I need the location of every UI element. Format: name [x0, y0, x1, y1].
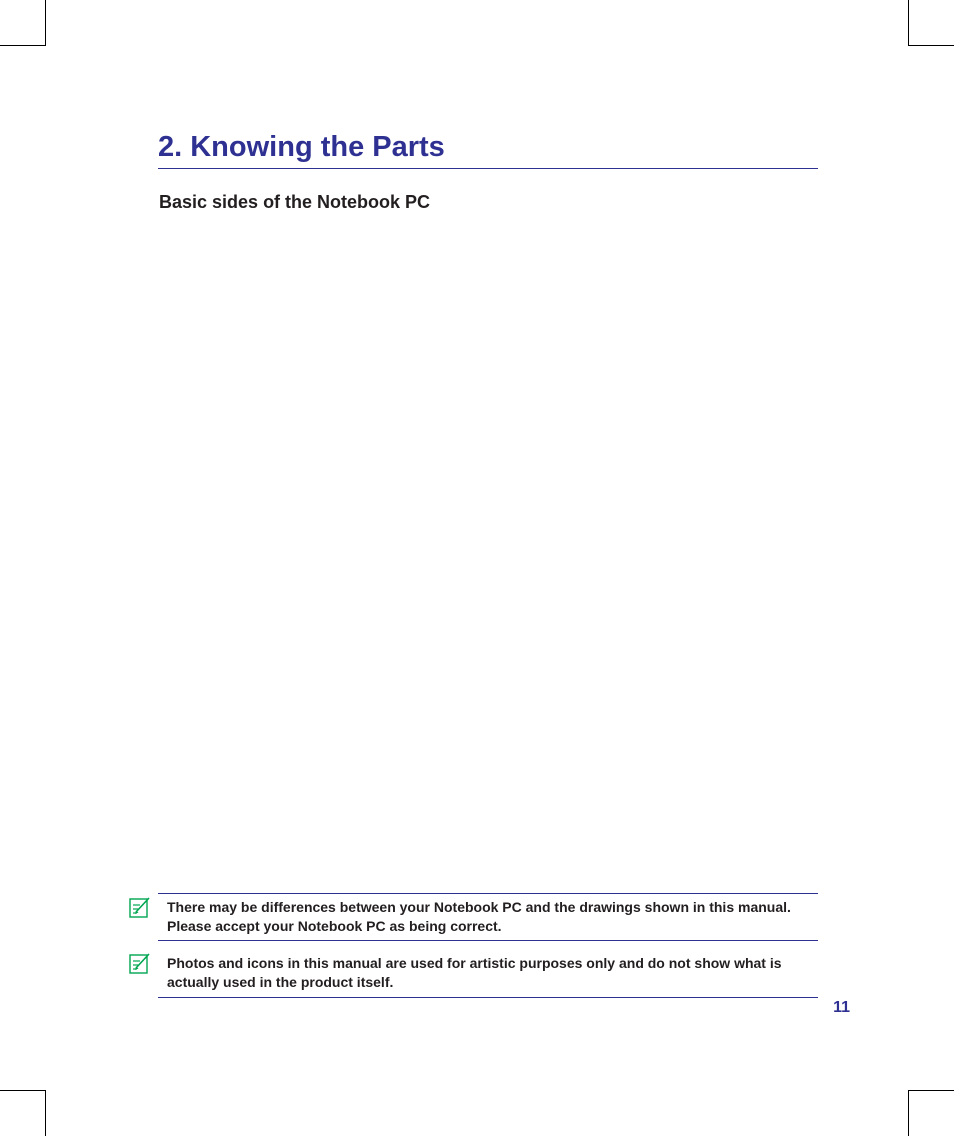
note-divider-bottom: [158, 997, 818, 998]
note-divider-top: [158, 893, 818, 894]
crop-mark-bottom-left-vertical: [45, 1090, 46, 1136]
crop-mark-top-right-horizontal: [908, 45, 954, 46]
chapter-title-rule: [158, 168, 818, 169]
section-heading: Basic sides of the Notebook PC: [159, 192, 431, 212]
note-pencil-icon: [129, 896, 151, 918]
page-number: 11: [833, 999, 850, 1016]
note-text: There may be differences between your Notebook PC and the drawings shown in this manual. Please accept your Notebook PC as being correct.: [167, 899, 791, 934]
note-text: Photos and icons in this manual are used for artistic purposes only and do not show what is actually used in the product itself.: [167, 955, 782, 990]
note-divider-middle: [158, 940, 818, 941]
crop-mark-top-left-vertical: [45, 0, 46, 46]
crop-mark-bottom-left-horizontal: [0, 1090, 46, 1091]
crop-mark-bottom-right-horizontal: [908, 1090, 954, 1091]
note-pencil-icon: [129, 952, 151, 974]
crop-mark-top-left-horizontal: [0, 45, 46, 46]
chapter-title: 2. Knowing the Parts: [158, 131, 445, 163]
crop-mark-bottom-right-vertical: [908, 1090, 909, 1136]
crop-mark-top-right-vertical: [908, 0, 909, 46]
